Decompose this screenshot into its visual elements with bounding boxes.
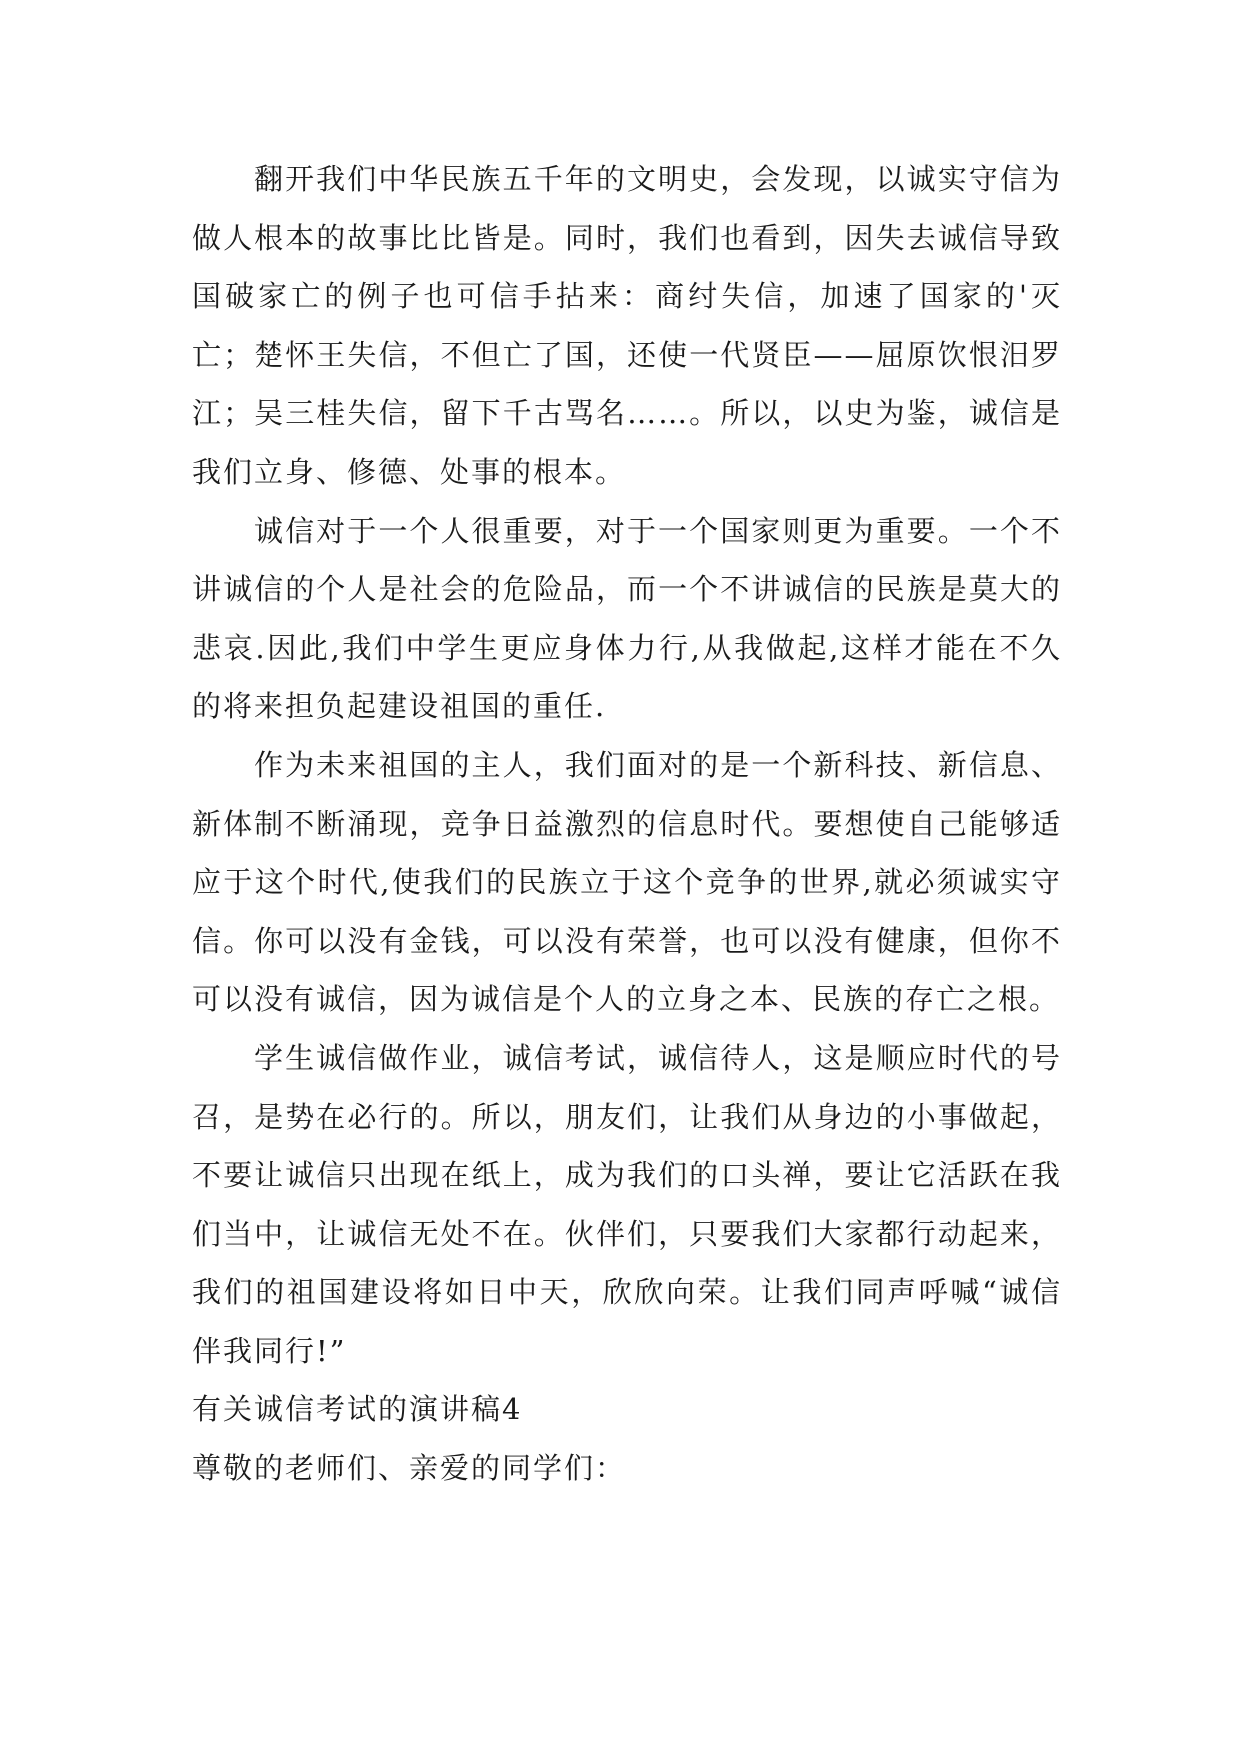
section-heading: 有关诚信考试的演讲稿4 — [192, 1392, 523, 1427]
paragraph-2: 诚信对于一个人很重要，对于一个国家则更为重要。一个不讲诚信的个人是社会的危险品，而一个不讲诚信的民族是莫大的悲哀.因此,我们中学生更应身体力行,从我做起,这样才能在不久的将来担负起建设祖国的重任. — [192, 513, 1062, 724]
document-body — [192, 150, 1062, 1498]
paragraph-1: 翻开我们中华民族五千年的文明史，会发现，以诚实守信为做人根本的故事比比皆是。同时，我们也看到，因失去诚信导致国破家亡的例子也可信手拈来：商纣失信，加速了国家的'灭亡；楚怀王失信，不但亡了国，还使一代贤臣——屈原饮恨汨罗江；吴三桂失信，留下千古骂名……。所以，以史为鉴，诚信是我们立身、修德、处事的根本。 — [192, 162, 1062, 489]
paragraph-4: 学生诚信做作业，诚信考试，诚信待人，这是顺应时代的号召，是势在必行的。所以，朋友们，让我们从身边的小事做起，不要让诚信只出现在纸上，成为我们的口头禅，要让它活跃在我们当中，让诚信无处不在。伙伴们，只要我们大家都行动起来，我们的祖国建设将如日中天，欣欣向荣。让我们同声呼喊“诚信伴我同行!” — [192, 1040, 1062, 1368]
salutation: 尊敬的老师们、亲爱的同学们： — [192, 1451, 627, 1486]
paragraph-3: 作为未来祖国的主人，我们面对的是一个新科技、新信息、新体制不断涌现，竞争日益激烈的信息时代。要想使自己能够适应于这个时代,使我们的民族立于这个竞争的世界,就必须诚实守信。你可以没有金钱，可以没有荣誉，也可以没有健康，但你不可以没有诚信，因为诚信是个人的立身之本、民族的存亡之根。 — [192, 747, 1062, 1017]
